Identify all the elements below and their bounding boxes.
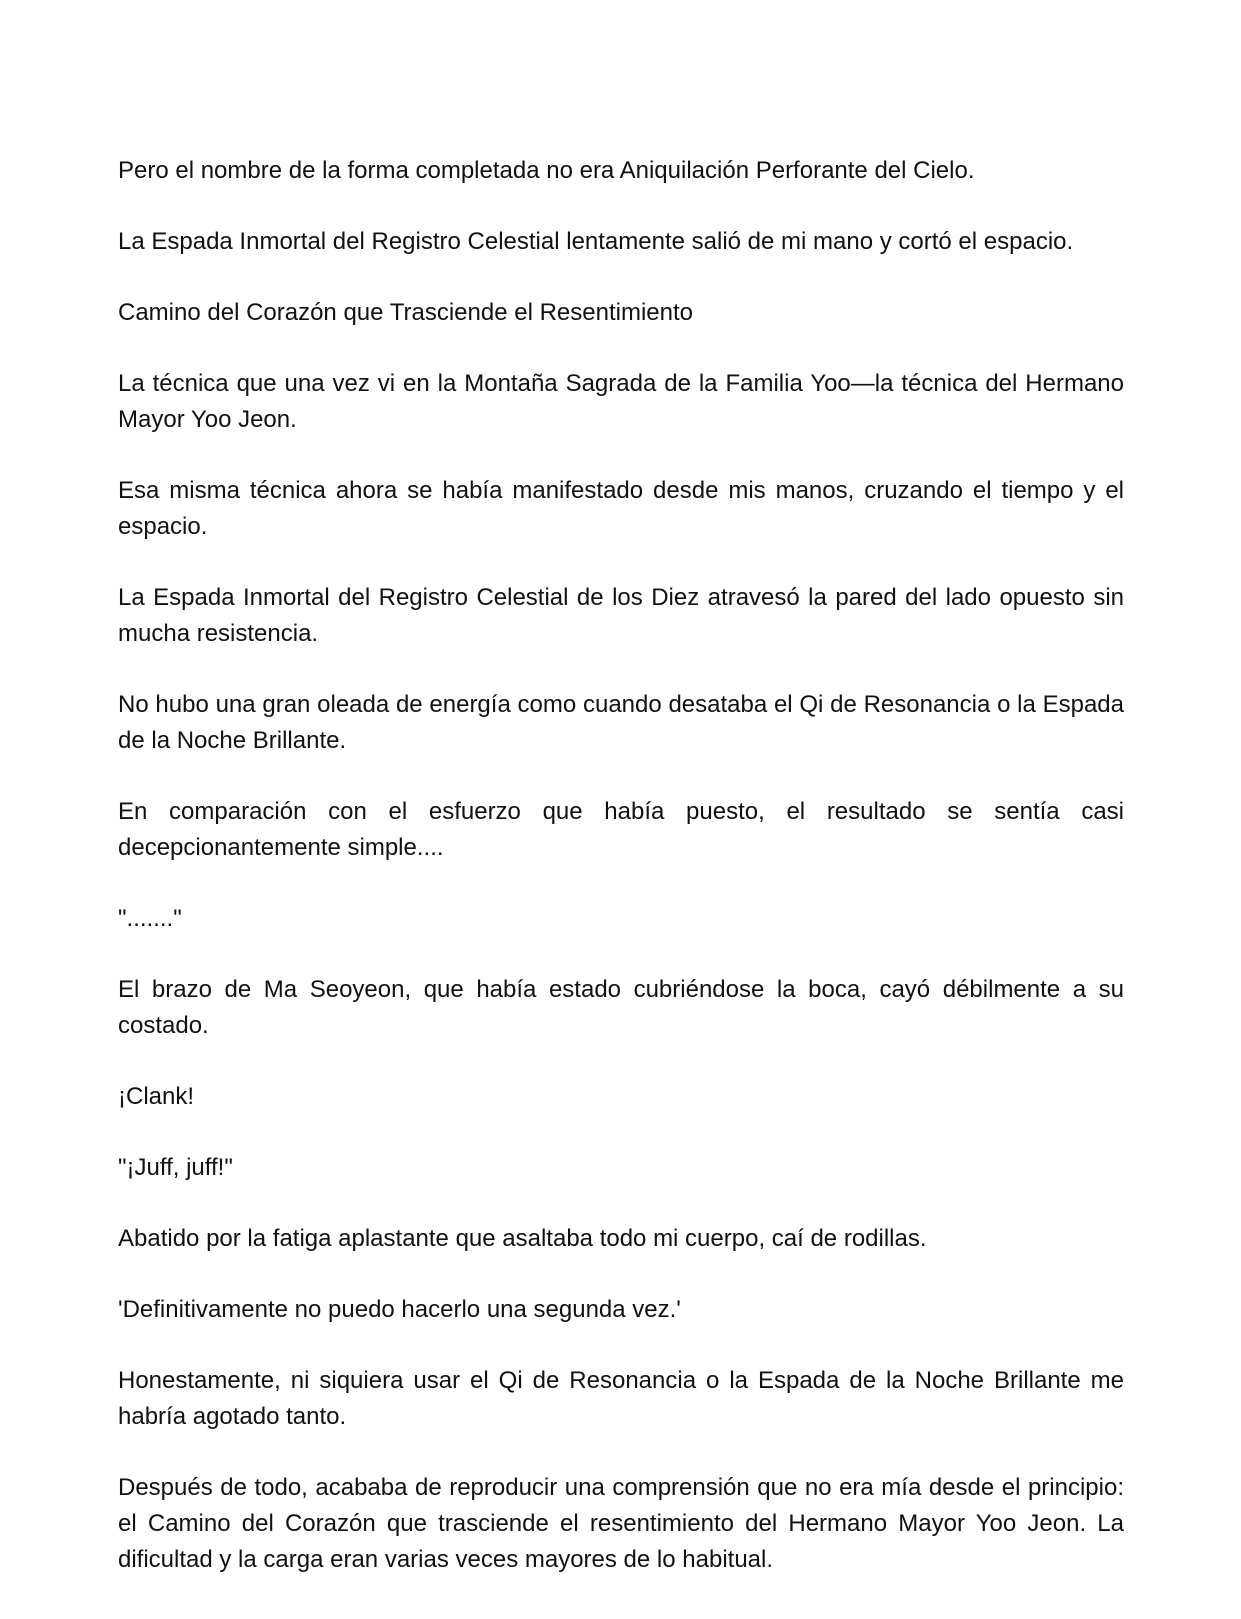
paragraph: Camino del Corazón que Trasciende el Resentimiento (118, 299, 693, 326)
paragraph: Abatido por la fatiga aplastante que asaltaba todo mi cuerpo, caí de rodillas. (118, 1225, 927, 1252)
paragraph: 'Definitivamente no puedo hacerlo una segunda vez.' (118, 1296, 681, 1323)
paragraph: El brazo de Ma Seoyeon, que había estado cubriéndose la boca, cayó débilmente a su costado. (118, 976, 1124, 1039)
paragraph: Después de todo, acababa de reproducir una comprensión que no era mía desde el principio: el Camino del Corazón que trasciende el resentimiento del Hermano Mayor Yoo Jeon. La dificultad y la carga eran varias veces mayores de lo habitual. (118, 1474, 1124, 1573)
paragraph: "¡Juff, juff!" (118, 1154, 233, 1181)
paragraph: La técnica que una vez vi en la Montaña Sagrada de la Familia Yoo—la técnica del Hermano Mayor Yoo Jeon. (118, 370, 1124, 433)
document-body (118, 153, 1124, 1613)
paragraph: Pero el nombre de la forma completada no era Aniquilación Perforante del Cielo. (118, 157, 975, 184)
paragraph: ¡Clank! (118, 1083, 195, 1110)
paragraph: La Espada Inmortal del Registro Celestial de los Diez atravesó la pared del lado opuesto sin mucha resistencia. (118, 584, 1124, 647)
paragraph: "......." (118, 905, 182, 932)
paragraph: La Espada Inmortal del Registro Celestial lentamente salió de mi mano y cortó el espacio. (118, 228, 1074, 255)
paragraph: No hubo una gran oleada de energía como cuando desataba el Qi de Resonancia o la Espada de la Noche Brillante. (118, 691, 1124, 754)
paragraph: Esa misma técnica ahora se había manifestado desde mis manos, cruzando el tiempo y el espacio. (118, 477, 1124, 540)
paragraph: Honestamente, ni siquiera usar el Qi de Resonancia o la Espada de la Noche Brillante me habría agotado tanto. (118, 1367, 1124, 1430)
paragraph: En comparación con el esfuerzo que había puesto, el resultado se sentía casi decepcionantemente simple.... (118, 798, 1124, 861)
